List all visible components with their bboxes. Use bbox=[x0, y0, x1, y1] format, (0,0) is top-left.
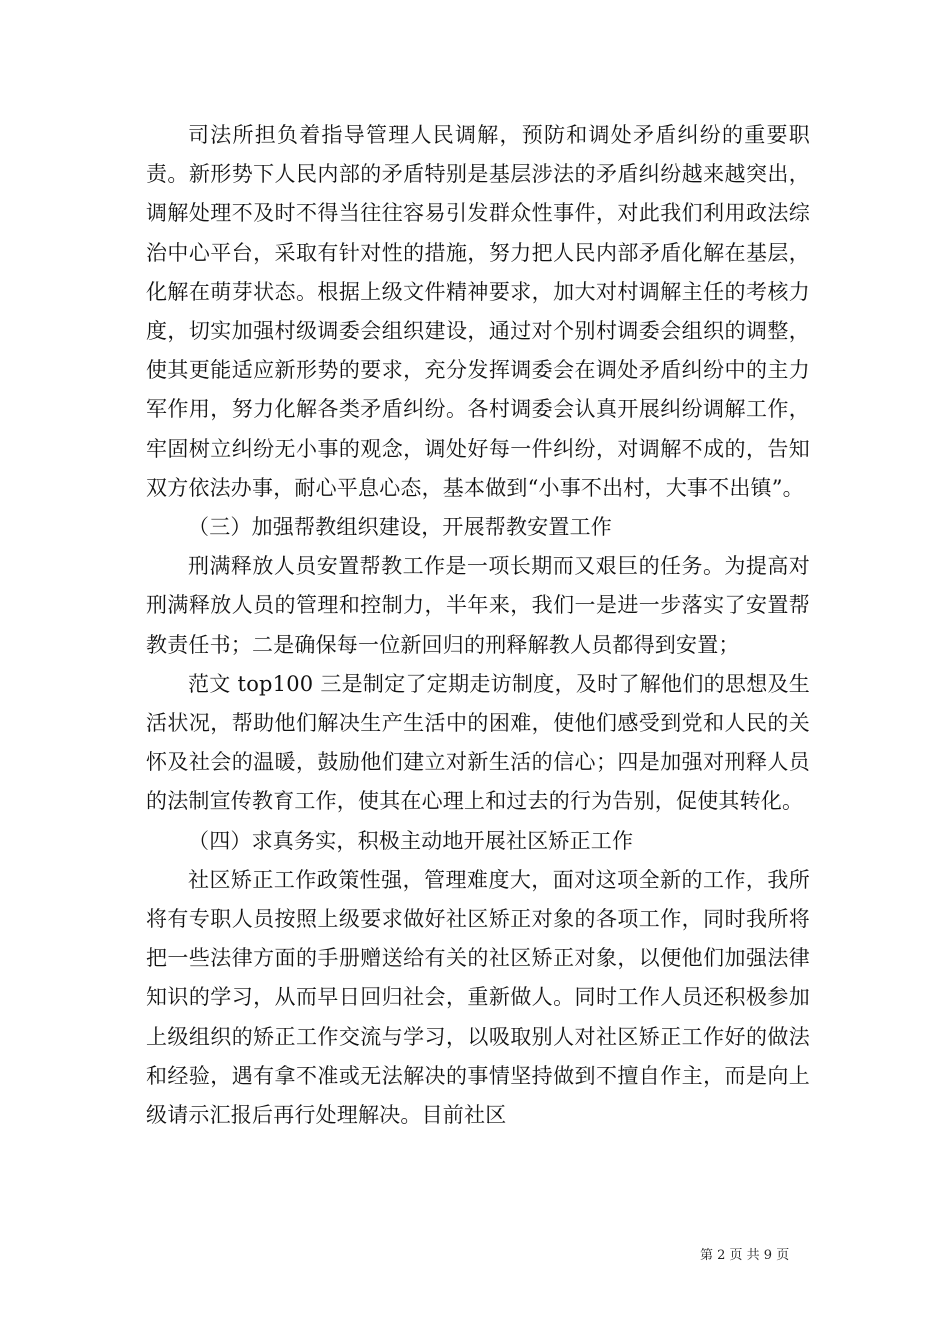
paragraph-visits: 范文 top100 三是制定了定期走访制度，及时了解他们的思想及生活状况，帮助他们解决生产生活中的困难，使他们感受到党和人民的关怀及社会的温暖，鼓励他们建立对新生活的信心；四是加强对刑释人员的法制宣传教育工作，使其在心理上和过去的行为告别，促使其转化。 bbox=[146, 671, 810, 814]
paragraph-mediation: 司法所担负着指导管理人民调解，预防和调处矛盾纠纷的重要职责。新形势下人民内部的矛盾特别是基层涉法的矛盾纠纷越来越突出，调解处理不及时不得当往往容易引发群众性事件，对此我们利用政法综治中心平台，采取有针对性的措施，努力把人民内部矛盾化解在基层，化解在萌芽状态。根据上级文件精神要求，加大对村调解主任的考核力度，切实加强村级调委会组织建设，通过对个别村调委会组织的调整，使其更能适应新形势的要求，充分发挥调委会在调处矛盾纠纷中的主力军作用，努力化解各类矛盾纠纷。各村调委会认真开展纠纷调解工作，牢固树立纠纷无小事的观念，调处好每一件纠纷，对调解不成的，告知双方依法办事，耐心平息心态，基本做到“小事不出村，大事不出镇”。 bbox=[146, 123, 810, 500]
page-number-footer: 第 2 页 共 9 页 bbox=[700, 1248, 790, 1263]
paragraph-community-correction: 社区矫正工作政策性强，管理难度大，面对这项全新的工作，我所将有专职人员按照上级要求做好社区矫正对象的各项工作，同时我所将把一些法律方面的手册赠送给有关的社区矫正对象，以便他们加强法律知识的学习，从而早日回归社会，重新做人。同时工作人员还积极参加上级组织的矫正工作交流与学习，以吸取别人对社区矫正工作好的做法和经验，遇有拿不准或无法解决的事情坚持做到不擅自作主，而是向上级请示汇报后再行处理解决。目前社区 bbox=[146, 867, 810, 1128]
section-heading-4: （四）求真务实，积极主动地开展社区矫正工作 bbox=[188, 828, 634, 853]
section-heading-3: （三）加强帮教组织建设，开展帮教安置工作 bbox=[188, 515, 612, 540]
paragraph-resettlement: 刑满释放人员安置帮教工作是一项长期而又艰巨的任务。为提高对刑满释放人员的管理和控制力，半年来，我们一是进一步落实了安置帮教责任书；二是确保每一位新回归的刑释解教人员都得到安置； bbox=[146, 554, 810, 657]
document-body bbox=[146, 116, 810, 1135]
